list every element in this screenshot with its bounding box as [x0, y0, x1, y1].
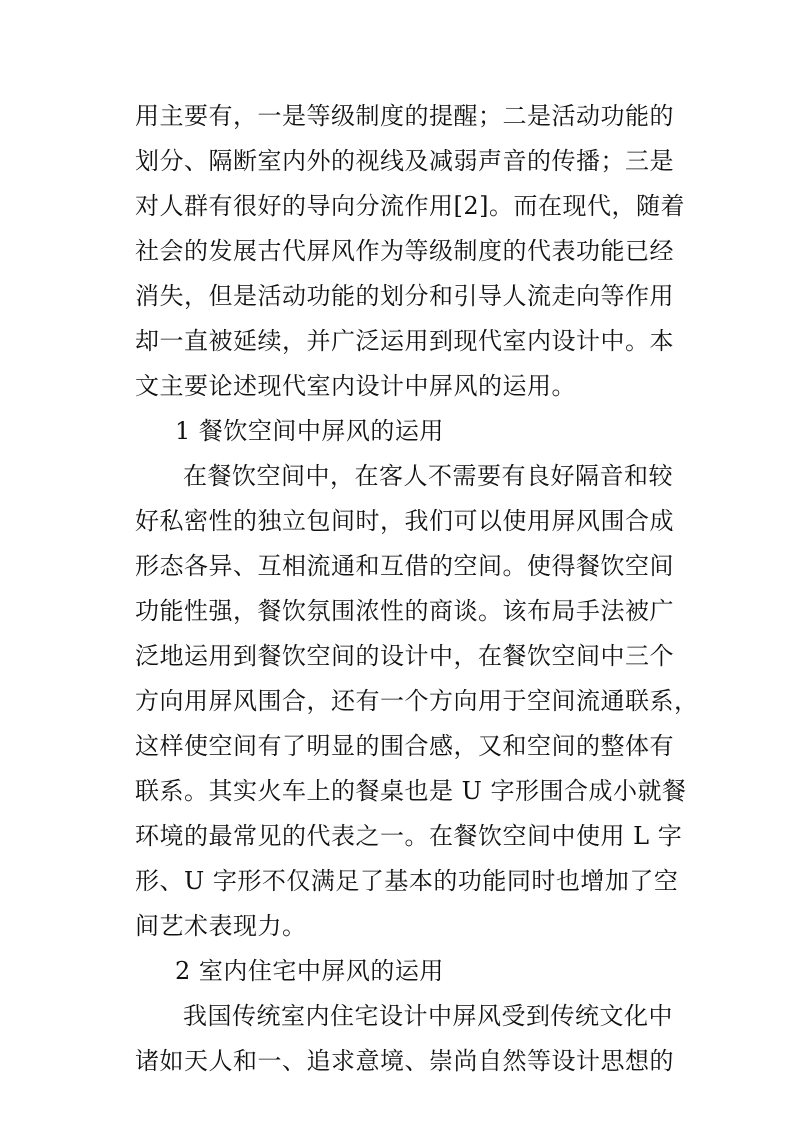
body-text	[135, 94, 699, 1084]
text-line: 诸如天人和一、追求意境、崇尚自然等设计思想的	[135, 1047, 674, 1075]
text-line: 形态各异、互相流通和互借的空间。使得餐饮空间	[135, 552, 674, 580]
text-line: 方向用屏风围合，还有一个方向用于空间流通联系，	[135, 687, 699, 715]
text-line: 划分、隔断室内外的视线及减弱声音的传播；三是	[135, 147, 674, 175]
text-line: 这样使空间有了明显的围合感，又和空间的整体有	[135, 732, 674, 760]
text-line: 对人群有很好的导向分流作用[2]。而在现代，随着	[135, 192, 685, 220]
text-line: 功能性强，餐饮氛围浓性的商谈。该布局手法被广	[135, 597, 674, 625]
text-line: 联系。其实火车上的餐桌也是 U 字形围合成小就餐	[135, 777, 687, 805]
text-line: 用主要有，一是等级制度的提醒；二是活动功能的	[135, 102, 674, 130]
text-line: 文主要论述现代室内设计中屏风的运用。	[135, 372, 576, 400]
text-line: 好私密性的独立包间时，我们可以使用屏风围合成	[135, 507, 674, 535]
section-heading: 2 室内住宅中屏风的运用	[175, 957, 444, 985]
text-line: 却一直被延续，并广泛运用到现代室内设计中。本	[135, 327, 674, 355]
text-line: 泛地运用到餐饮空间的设计中，在餐饮空间中三个	[135, 642, 674, 670]
text-line: 环境的最常见的代表之一。在餐饮空间中使用 L 字	[135, 822, 683, 850]
text-line: 社会的发展古代屏风作为等级制度的代表功能已经	[135, 237, 674, 265]
text-line: 消失，但是活动功能的划分和引导人流走向等作用	[135, 282, 674, 310]
text-line: 形、U 字形不仅满足了基本的功能同时也增加了空	[135, 867, 679, 895]
paragraph-first-line: 在餐饮空间中，在客人不需要有良好隔音和较	[183, 462, 673, 490]
paragraph-first-line: 我国传统室内住宅设计中屏风受到传统文化中	[183, 1002, 673, 1030]
section-heading: 1 餐饮空间中屏风的运用	[175, 417, 444, 445]
text-line: 间艺术表现力。	[135, 912, 307, 940]
